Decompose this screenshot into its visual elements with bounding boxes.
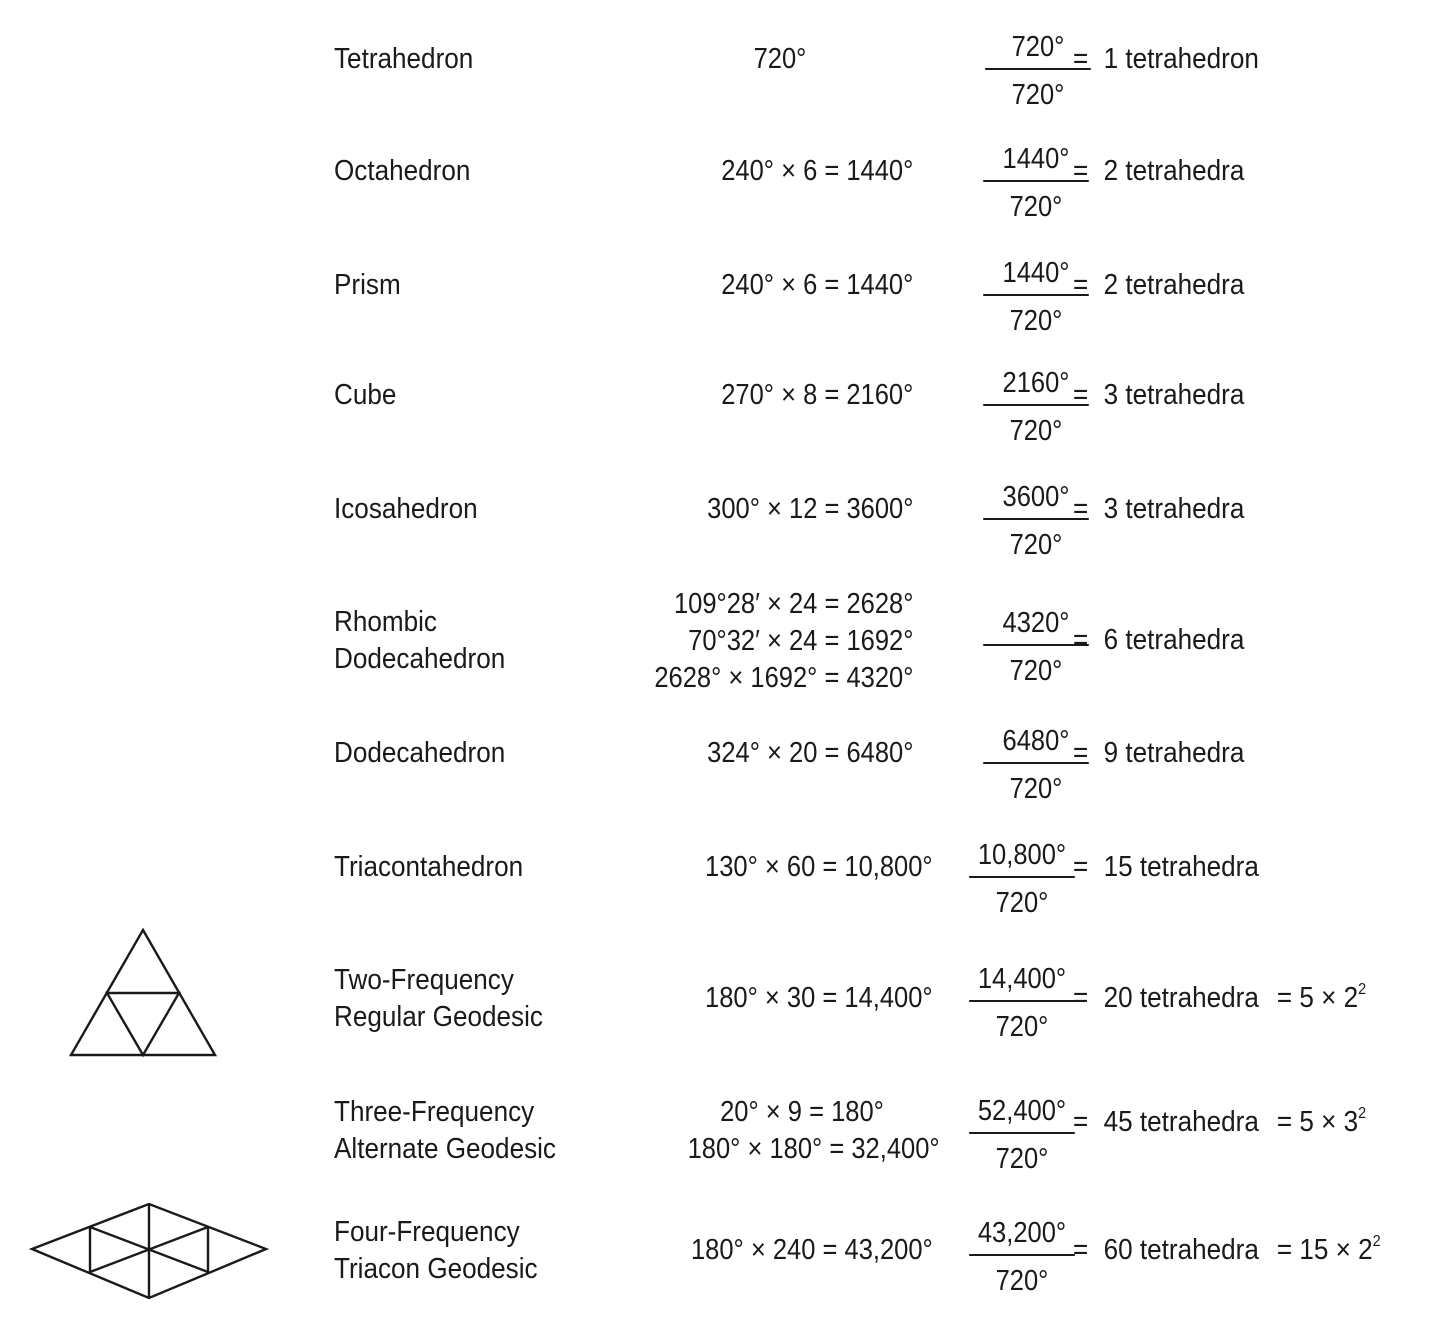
- angle-calculation: 180° × 30 = 14,400°: [705, 982, 933, 1014]
- polyhedron-name: Cube: [334, 379, 397, 411]
- power-expression: = $15 \times 2^2$: [1276, 1233, 1381, 1266]
- result: = 2 tetrahedra: [1073, 155, 1245, 187]
- fraction: 1440° 720°: [983, 254, 1089, 340]
- result: = 2 tetrahedra: [1073, 269, 1245, 301]
- polyhedron-name: Rhombic Dodecahedron: [334, 606, 506, 675]
- result: = 15 tetrahedra: [1073, 851, 1259, 883]
- angle-calculation: 324° × 20 = 6480°: [706, 737, 913, 769]
- polyhedron-name: Triacontahedron: [334, 851, 524, 883]
- angle-calculation: 720°: [753, 43, 807, 75]
- angle-calculation: 300° × 12 = 3600°: [706, 493, 913, 525]
- angle-calculation: 240° × 6 = 1440°: [720, 269, 913, 301]
- result: = 6 tetrahedra: [1073, 624, 1245, 656]
- angle-calculation: 180° × 240 = 43,200°: [691, 1234, 933, 1266]
- power-expression: = $5 \times 3^2$: [1276, 1105, 1367, 1138]
- polyhedron-name: Three-Frequency Alternate Geodesic: [334, 1096, 556, 1165]
- polyhedron-name: Tetrahedron: [334, 43, 474, 75]
- polyhedron-name: Prism: [334, 269, 401, 301]
- result: = 9 tetrahedra: [1073, 737, 1245, 769]
- result: = 20 tetrahedra = $5 \times 2^2$: [1073, 981, 1367, 1014]
- angle-calculation: 240° × 6 = 1440°: [720, 155, 913, 187]
- polyhedron-name: Octahedron: [334, 155, 471, 187]
- polyhedron-name: Four-Frequency Triacon Geodesic: [334, 1216, 538, 1285]
- power-expression: = $5 \times 2^2$: [1276, 981, 1367, 1014]
- fraction: 4320° 720°: [983, 604, 1089, 690]
- result: = 1 tetrahedron: [1073, 43, 1259, 75]
- fraction: 720° 720°: [985, 28, 1091, 114]
- polyhedron-name: Icosahedron: [334, 493, 478, 525]
- polyhedron-name: Dodecahedron: [334, 737, 506, 769]
- rhombus-figure: [28, 1200, 270, 1306]
- triangle-figure: [68, 926, 220, 1060]
- fraction: 52,400° 720°: [969, 1092, 1075, 1178]
- result: = 3 tetrahedra: [1073, 379, 1245, 411]
- polyhedron-name: Two-Frequency Regular Geodesic: [334, 964, 543, 1033]
- result: = 60 tetrahedra = $15 \times 2^2$: [1073, 1233, 1381, 1266]
- angle-calculation: 109°28′ × 24 = 2628° 70°32′ × 24 = 1692° 2628° × 1692° = 4320°: [653, 588, 913, 694]
- fraction: 43,200° 720°: [969, 1214, 1075, 1300]
- fraction: 10,800° 720°: [969, 836, 1075, 922]
- angle-calculation: 270° × 8 = 2160°: [720, 379, 913, 411]
- fraction: 1440° 720°: [983, 140, 1089, 226]
- fraction: 2160° 720°: [983, 364, 1089, 450]
- fraction: 3600° 720°: [983, 478, 1089, 564]
- angle-calculation: 130° × 60 = 10,800°: [705, 851, 933, 883]
- fraction: 6480° 720°: [983, 722, 1089, 808]
- fraction: 14,400° 720°: [969, 960, 1075, 1046]
- angle-calculation: 20° × 9 = 180° 180° × 180° = 32,400°: [687, 1096, 940, 1165]
- result: = 3 tetrahedra: [1073, 493, 1245, 525]
- result: = 45 tetrahedra = $5 \times 3^2$: [1073, 1105, 1367, 1138]
